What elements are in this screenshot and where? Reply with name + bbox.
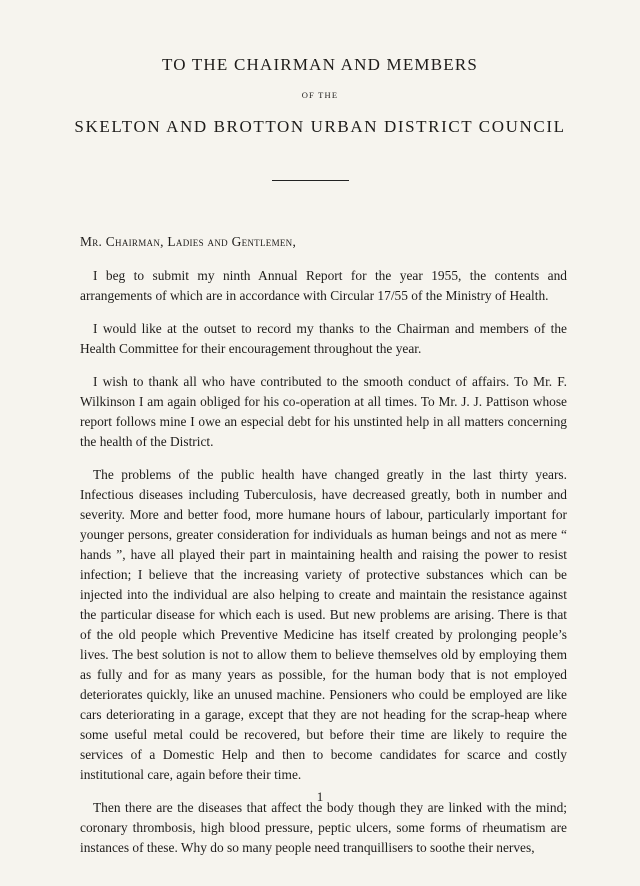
page-number: 1: [316, 789, 324, 804]
report-body: [80, 232, 567, 871]
address-line-2: OF THE: [301, 90, 339, 100]
paragraph-annual-report: I beg to submit my ninth Annual Report for the year 1955, the contents and arrangements of which are in accordance with Circular 17/55 of the Ministry of Health.: [80, 268, 567, 303]
address-line-1: TO THE CHAIRMAN AND MEMBERS: [161, 55, 479, 74]
paragraph-public-health-problems: The problems of the public health have changed greatly in the last thirty years. Infectious diseases including Tuberculosis, have decreased greatly, both in number and severity. More and better food, more humane hours of labour, particularly important for younger persons, greater consideration for individuals as human beings and not as mere “ hands ”, have all played their part in maintaining health and raising the power to resist infection; I believe that the increasing variety of protective substances which can be injected into the individual are also helping to create and maintain the resistance against the particular disease for which each is used. But new problems are arising. There is that of the old people which Preventive Medicine has itself created by prolonging people’s lives. The best solution is not to allow them to believe themselves old by employing them as fully and for as many years as possible, for the human body that is not employed deteriorates quickly, like an unused machine. Pensioners who could be employed are like cars deteriorating in a garage, except that they are not heading for the scrap-heap where some useful metal could be recovered, but before their time are likely to require the services of a Domestic Help and then to become candidates for scarce and costly institutional care, again before their time.: [80, 467, 567, 782]
salutation: Mr. Chairman, Ladies and Gentlemen,: [80, 234, 297, 249]
council-name-heading: SKELTON AND BROTTON URBAN DISTRICT COUNCIL: [74, 117, 566, 136]
section-divider: [272, 180, 349, 181]
paragraph-mind-body-diseases: Then there are the diseases that affect the body though they are linked with the mind; coronary thrombosis, high blood pressure, peptic ulcers, some forms of rheumatism are instances of these. Why do so many people need tranquillisers to soothe their nerves,: [80, 800, 567, 855]
paragraph-thanks-committee: I would like at the outset to record my thanks to the Chairman and members of the Health Committee for their encouragement throughout the year.: [80, 321, 567, 356]
paragraph-thanks-staff: I wish to thank all who have contributed to the smooth conduct of affairs. To Mr. F. Wilkinson I am again obliged for his co-operation at all times. To Mr. J. J. Pattison whose report follows mine I owe an especial debt for his unstinted help in all matters concerning the health of the District.: [80, 374, 567, 449]
